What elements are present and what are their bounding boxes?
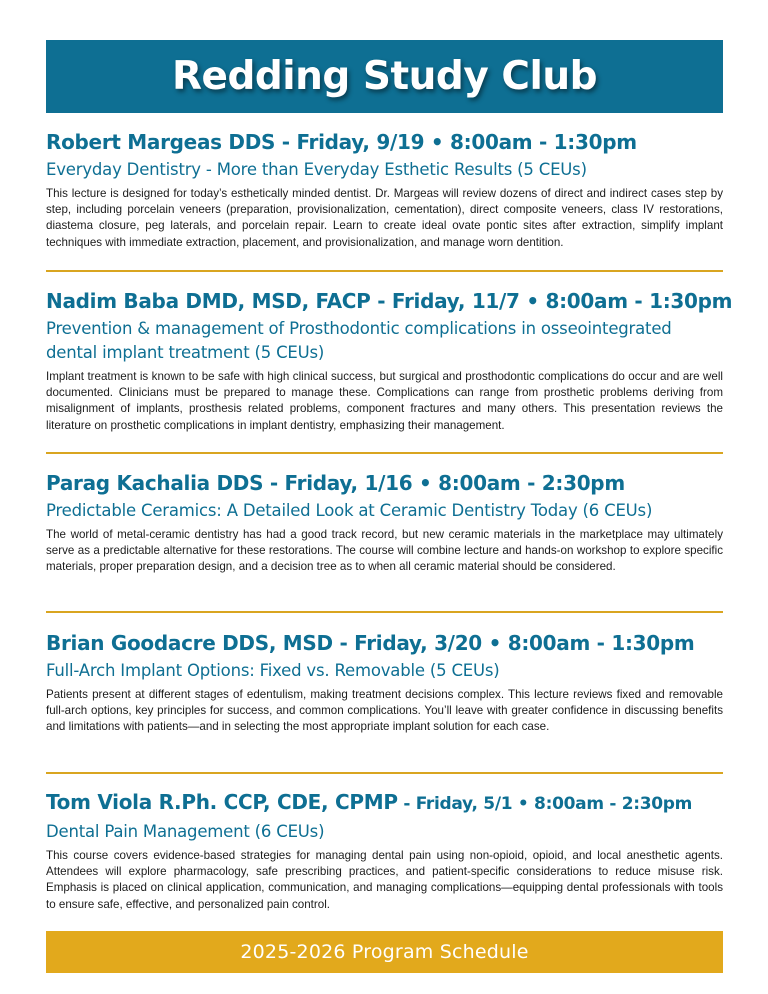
event-goodacre — [46, 630, 723, 736]
event-kachalia — [46, 470, 723, 576]
event-schedule: - Friday, 1/16 • 8:00am - 2:30pm — [263, 471, 625, 495]
event-schedule: - Friday, 3/20 • 8:00am - 1:30pm — [332, 631, 695, 655]
event-speaker: Parag Kachalia DDS — [46, 471, 264, 495]
event-description: The world of metal-ceramic dentistry has had a good track record, but new ceramic materials in the marketplace may ultimately serve as a predictable alternative for these restorations. The course will combine lecture and hands-on workshop to explore specific materials, proper preparation design, and a decision tree as to when all ceramic material should be considered. — [46, 528, 723, 574]
event-description: Patients present at different stages of edentulism, making treatment decisions complex. This lecture reviews fixed and removable full-arch options, key principles for success, and common complications. You’ll leave with greater confidence in discussing benefits and limitations with patients—and in selecting the most appropriate implant solution for each case. — [46, 688, 723, 734]
event-heading — [46, 630, 723, 656]
event-heading — [46, 470, 723, 496]
event-speaker: Tom Viola R.Ph. CCP, CDE, CPMP — [46, 790, 398, 814]
page-title: Redding Study Club — [171, 54, 598, 99]
event-speaker: Brian Goodacre DDS, MSD — [46, 631, 333, 655]
event-course-title: Everyday Dentistry - More than Everyday Esthetic Results (5 CEUs) — [46, 160, 587, 179]
title-banner — [46, 40, 723, 113]
event-description: This course covers evidence-based strategies for managing dental pain using non-opioid, opioid, and local anesthetic agents. Attendees will explore pharmacology, safe prescribing practices, and patient-specific considerations to reduce misuse risk. Emphasis is placed on clinical application, communication, and managing complications—equipping dental professionals with tools to ensure safe, effective, and personalized pain control. — [46, 849, 723, 911]
event-margeas — [46, 129, 723, 251]
event-schedule: - Friday, 5/1 • 8:00am - 2:30pm — [397, 794, 693, 814]
event-course-title: Full-Arch Implant Options: Fixed vs. Removable (5 CEUs) — [46, 661, 500, 680]
event-heading — [46, 129, 723, 155]
event-course-title: Prevention & management of Prosthodontic complications in osseointegrated dental implant treatment (5 CEUs) — [46, 319, 672, 362]
event-schedule: - Friday, 9/19 • 8:00am - 1:30pm — [275, 130, 637, 154]
section-divider — [46, 270, 723, 272]
event-viola — [46, 789, 723, 913]
event-description: Implant treatment is known to be safe with high clinical success, but surgical and prosthodontic complications do occur and are well documented. Clinicians must be prepared to manage these. Complications can range from prosthetic problems deriving from misalignment of implants, prosthesis related problems, component fractures and many others. This presentation reviews the literature on prosthetic complications in implant dentistry, emphasizing their management. — [46, 370, 723, 432]
program-schedule-banner — [46, 931, 723, 973]
event-course-title: Predictable Ceramics: A Detailed Look at Ceramic Dentistry Today (6 CEUs) — [46, 501, 653, 520]
event-course-title: Dental Pain Management (6 CEUs) — [46, 822, 325, 841]
section-divider — [46, 611, 723, 613]
event-speaker: Robert Margeas DDS — [46, 130, 276, 154]
event-schedule: - Friday, 11/7 • 8:00am - 1:30pm — [370, 289, 733, 313]
event-description: This lecture is designed for today’s esthetically minded dentist. Dr. Margeas will review dozens of direct and indirect cases step by step, including porcelain veneers (preparation, provisionalization, cementation), direct composite veneers, class IV restorations, diastema closure, peg laterals, and porcelain repair. Learn to create ideal ovate pontic sites after extraction, simplify implant techniques with immediate extraction, placement, and provisionalization, and manage worn dentition. — [46, 187, 723, 249]
section-divider — [46, 452, 723, 454]
event-heading — [46, 288, 733, 314]
section-divider — [46, 772, 723, 774]
event-heading — [46, 789, 723, 817]
program-schedule-label: 2025-2026 Program Schedule — [240, 941, 529, 963]
event-baba — [46, 288, 733, 434]
event-speaker: Nadim Baba DMD, MSD, FACP — [46, 289, 371, 313]
